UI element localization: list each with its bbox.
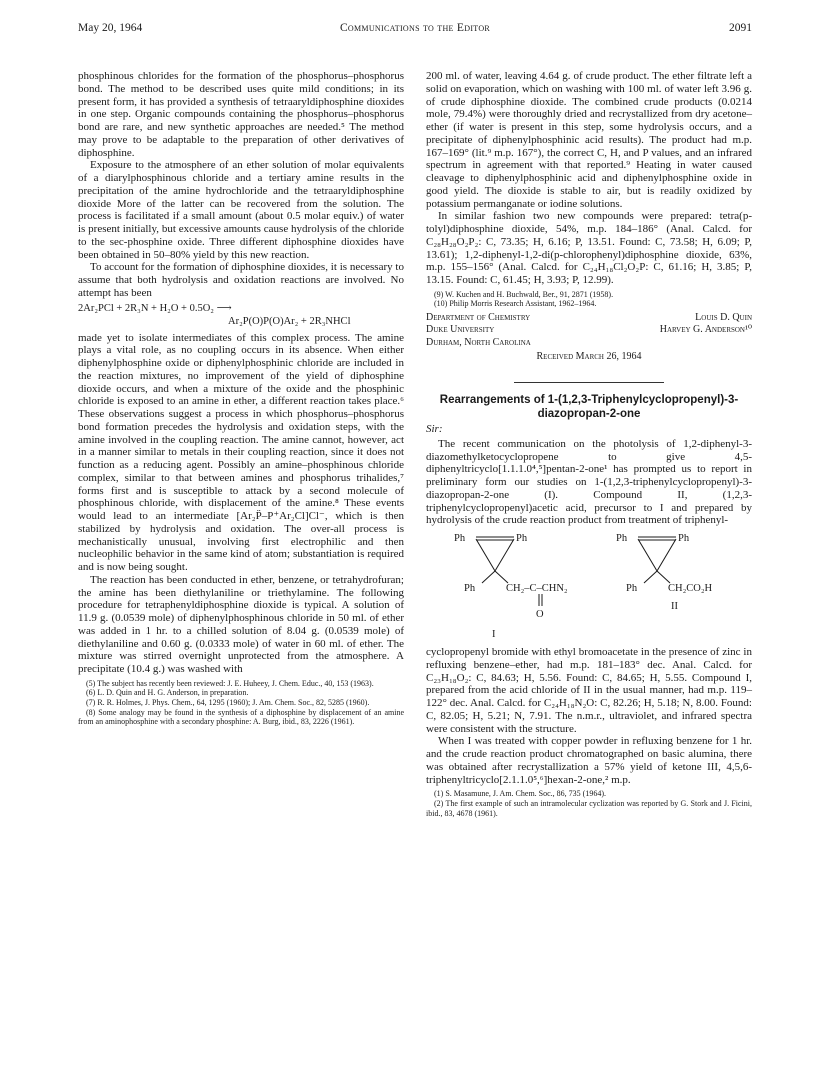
footnote: (2) The first example of such an intramolecular cyclization was reported by G. Stork and J. Ficini, ibid., 83, 4678 (1961).	[426, 799, 752, 818]
right-column	[426, 70, 752, 818]
author-affiliation	[426, 312, 752, 350]
footnote: (5) The subject has recently been reviewed: J. E. Huheey, J. Chem. Educ., 40, 153 (1963).	[86, 678, 374, 688]
salutation: Sir:	[426, 423, 443, 436]
university: Duke University	[426, 324, 495, 336]
left-column	[78, 70, 404, 727]
body-paragraph: The reaction has been conducted in ether, benzene, or tetrahydrofuran; the amine has been diethylaniline or triethylamine. The following procedure for tetraphenyldiphosphine dioxide is typical. A solution of 11.9 g. (0.0539 mole) of diphenylphosphinous chloride in 50 ml. of ether was added in 1 hr. to a chilled solution of 8.04 g. (0.0539 mole) of diethylaniline and 0.60 g. (0.0333 mole) of water in 60 ml. of ether. The mixture was stirred overnight unprotected from the atmosphere. A precipitate (10.4 g.) was washed with	[78, 573, 404, 675]
body-paragraph: In similar fashion two new compounds were prepared: tetra(p-tolyl)diphosphine dioxide, 54%, m.p. 184–186° (Anal. Calcd. for C₂₈H₂₈O₂P₂: C, 73.35; H, 6.16; P, 13.51. Found: C, 73.58; H, 6.09; P, 13.61); 1,2-diphenyl-1,2-di(p-chlorophenyl)diphosphine dioxide, 63%, m.p. 155–156° (Anal. Calcd. for C₂₄H₁₈Cl₂O₂P: C, 61.16; H, 3.85; P, 13.15. Found: C, 61.45; H, 3.93; P, 12.99).	[426, 210, 752, 286]
body-paragraph: When I was treated with copper powder in refluxing benzene for 1 hr. and the crude reaction product chromatographed on basic alumina, there was obtained after recrystallization a 57% yield of ketone III, 4,5,6-triphenyltricyclo[2.1.1.0⁵,⁶]hexan-2-one,² m.p.	[426, 735, 752, 786]
phenyl-label: Ph	[464, 583, 476, 595]
author-name: Louis D. Quin	[695, 311, 752, 323]
ring-bond	[495, 539, 514, 571]
ring-bond	[638, 539, 657, 571]
body-paragraph: To account for the formation of diphosphine dioxides, it is necessary to assume that both hydrolysis and oxidation reactions are involved. No attempt has been	[78, 261, 404, 299]
body-paragraph: cyclopropenyl bromide with ethyl bromoacetate in the presence of zinc in refluxing benzene–ether, had m.p. 181–183° dec. Anal. Calcd. for C₂₃H₁₈O₂: C, 84.63; H, 5.56. Found: C, 84.65; H, 5.55. Compound I, prepared from the acid chloride of II in the usual manner, had m.p. 119–122° dec. Anal. Calcd. for C₂₄H₁₈N₂O: C, 82.26; H, 5.18; N, 8.00. Found: C, 82.05; H, 5.21; N, 7.91. The n.m.r., ultraviolet, and infrared spectra were consistent with the structure.	[426, 646, 752, 735]
bond	[482, 571, 495, 583]
footnote: (1) S. Masamune, J. Am. Chem. Soc., 86, 735 (1964).	[434, 789, 606, 799]
oxygen-label: O	[536, 609, 544, 621]
compound-label: II	[671, 601, 678, 613]
equation-products: Ar₂P(O)P(O)Ar₂ + 2R₃NHCl	[228, 315, 351, 327]
side-chain-label: CH₂CO₂H	[668, 583, 713, 595]
bond	[644, 571, 657, 583]
body-paragraph: phosphinous chlorides for the formation of the phosphorus–phosphorus bond. The method to be described uses quite mild conditions; in its present form, it has provided a synthesis of tetraaryldiphosphine dioxides in one step. Organic compounds containing the phosphorus–phosphorus bond are rare, and new synthetic approaches are needed.⁵ The method may prove to be adaptable to the preparation of other derivatives of diphosphine.	[78, 70, 404, 159]
footnote: (9) W. Kuchen and H. Buchwald, Ber., 91, 2871 (1958).	[434, 289, 614, 299]
body-paragraph: The recent communication on the photolysis of 1,2-diphenyl-3-diazomethylketocyclopropene to give 4,5-diphenyltricyclo[1.1.1.0⁴,⁵]pentan-2-one¹ has prompted us to report in preliminary form our studies on 1-(1,2,3-triphenylcyclopropenyl)-3-diazopropan-2-one (I). Compound II, (1,2,3-triphenylcyclopropenyl)acetic acid, precursor to I and prepared by hydrolysis of the crude reaction product from treatment of triphenyl-	[426, 437, 752, 527]
footnote: (8) Some analogy may be found in the synthesis of a diphosphine by displacement of an amine from an aminophosphine with a secondary phosphine: A. Burg, ibid., 83, 2226 (1961).	[78, 707, 404, 727]
footnote: (7) R. R. Holmes, J. Phys. Chem., 64, 1295 (1960); J. Am. Chem. Soc., 82, 5285 (1960).	[86, 697, 370, 707]
running-header	[78, 22, 752, 40]
chemical-structures	[426, 529, 752, 643]
phenyl-label: Ph	[616, 533, 628, 545]
body-paragraph: made yet to isolate intermediates of this complex process. The amine plays a vital role, as no coupling occurs in its absence. When either diphenylphosphine oxide or diphenylphosphinic chloride are included in the reaction mixtures, no improvement of the yield of diphosphine dioxide occurs, and when a mixture of the oxide and the phosphinic chloride is exposed to an amine in ether, a different reaction takes place.⁶ These observations suggest a process in which phosphorus–phosphorus bond formation precedes the hydrolysis and oxidation steps, with the amine involved in the coupling reaction. The amine cannot, however, act in a manner similar to metals in their coupling reaction, since it does not function as a reducing agent. Possibly an amine–phosphinous chloride complex, similar to that between amines and phosphorus trihalides,⁷ forms first and is susceptible to attack by a second molecule of phosphinous chloride, with displacement of the amine.⁸ These events would lead to an intermediate [Ar₂P̈–P⁺Ar₂Cl]Cl⁻, which is then stabilized by hydrolysis and oxidation. The over-all process is mechanistically unusual, involving first electrophilic and then nucleophilic behavior in the same kind of atom; substantiation is required and is now being sought.	[78, 331, 404, 573]
side-chain-label: CH₂–C–CHN₂	[506, 583, 568, 595]
footnote: (6) L. D. Quin and H. G. Anderson, in preparation.	[86, 688, 249, 698]
structure-I	[454, 533, 568, 640]
structure-II	[616, 533, 712, 612]
equation-reactants: 2Ar₂PCl + 2R₃N + H₂O + 0.5O₂ ⟶	[78, 302, 232, 314]
city: Durham, North Carolina	[426, 336, 531, 348]
page-number: 2091	[729, 22, 752, 34]
phenyl-label: Ph	[516, 533, 528, 545]
body-paragraph: Exposure to the atmosphere of an ether solution of molar equivalents of a diarylphosphinous chloride and a tertiary amine results in the precipitation of the amine hydrochloride and the tetraaryldiphosphine dioxide More of the latter can be recovered from the solution. The process is facilitated if a small amount (about 0.5 molar equiv.) of water is present initially, but excessive amounts cause hydrolysis of the chloride to the sec-phosphine oxide. Three different diphosphine dioxides have been obtained in 50–80% yield by this new reaction.	[78, 159, 404, 261]
section-title: Communications to the Editor	[339, 22, 491, 34]
article-title: Rearrangements of 1-(1,2,3-Triphenylcyclopropenyl)-3-diazopropan-2-one	[439, 394, 739, 421]
ring-bond	[476, 539, 495, 571]
compound-label: I	[492, 629, 496, 641]
reaction-equation	[78, 302, 404, 328]
phenyl-label: Ph	[678, 533, 690, 545]
footnotes	[426, 290, 752, 309]
phenyl-label: Ph	[626, 583, 638, 595]
bond	[495, 571, 508, 583]
received-date: Received March 26, 1964	[536, 351, 642, 363]
footnotes	[78, 679, 404, 727]
footnotes	[426, 789, 752, 818]
structure-drawing	[426, 529, 752, 643]
author-name: Harvey G. Anderson¹⁰	[659, 324, 752, 336]
department: Department of Chemistry	[426, 311, 531, 323]
phenyl-label: Ph	[454, 533, 466, 545]
ring-bond	[657, 539, 676, 571]
footnote: (10) Philip Morris Research Assistant, 1962–1964.	[434, 299, 597, 309]
bond	[657, 571, 670, 583]
issue-date: May 20, 1964	[78, 22, 143, 34]
divider	[514, 382, 664, 383]
body-paragraph: 200 ml. of water, leaving 4.64 g. of crude product. The ether filtrate left a solid on evaporation, which on washing with 100 ml. of water left 3.96 g. of crude diphosphine dioxide. The combined crude products (0.0214 mole, 79.4%) were thoroughly dried and recrystallized from dry acetone–ether (if water is present in this step, some hydrolysis occurs, and a precipitate of diphenylphosphinic acid results). The product had m.p. 167–169° (lit.⁹ m.p. 167°), the correct C, H, and P values, and an infrared spectrum in agreement with that reported.⁹ Heating in water caused cleavage to diphenylphosphinic acid and diphenylphosphine oxide in good yield. The dioxide is stable to air, but is readily oxidized by potassium permanganate or iodine solutions.	[426, 70, 752, 210]
